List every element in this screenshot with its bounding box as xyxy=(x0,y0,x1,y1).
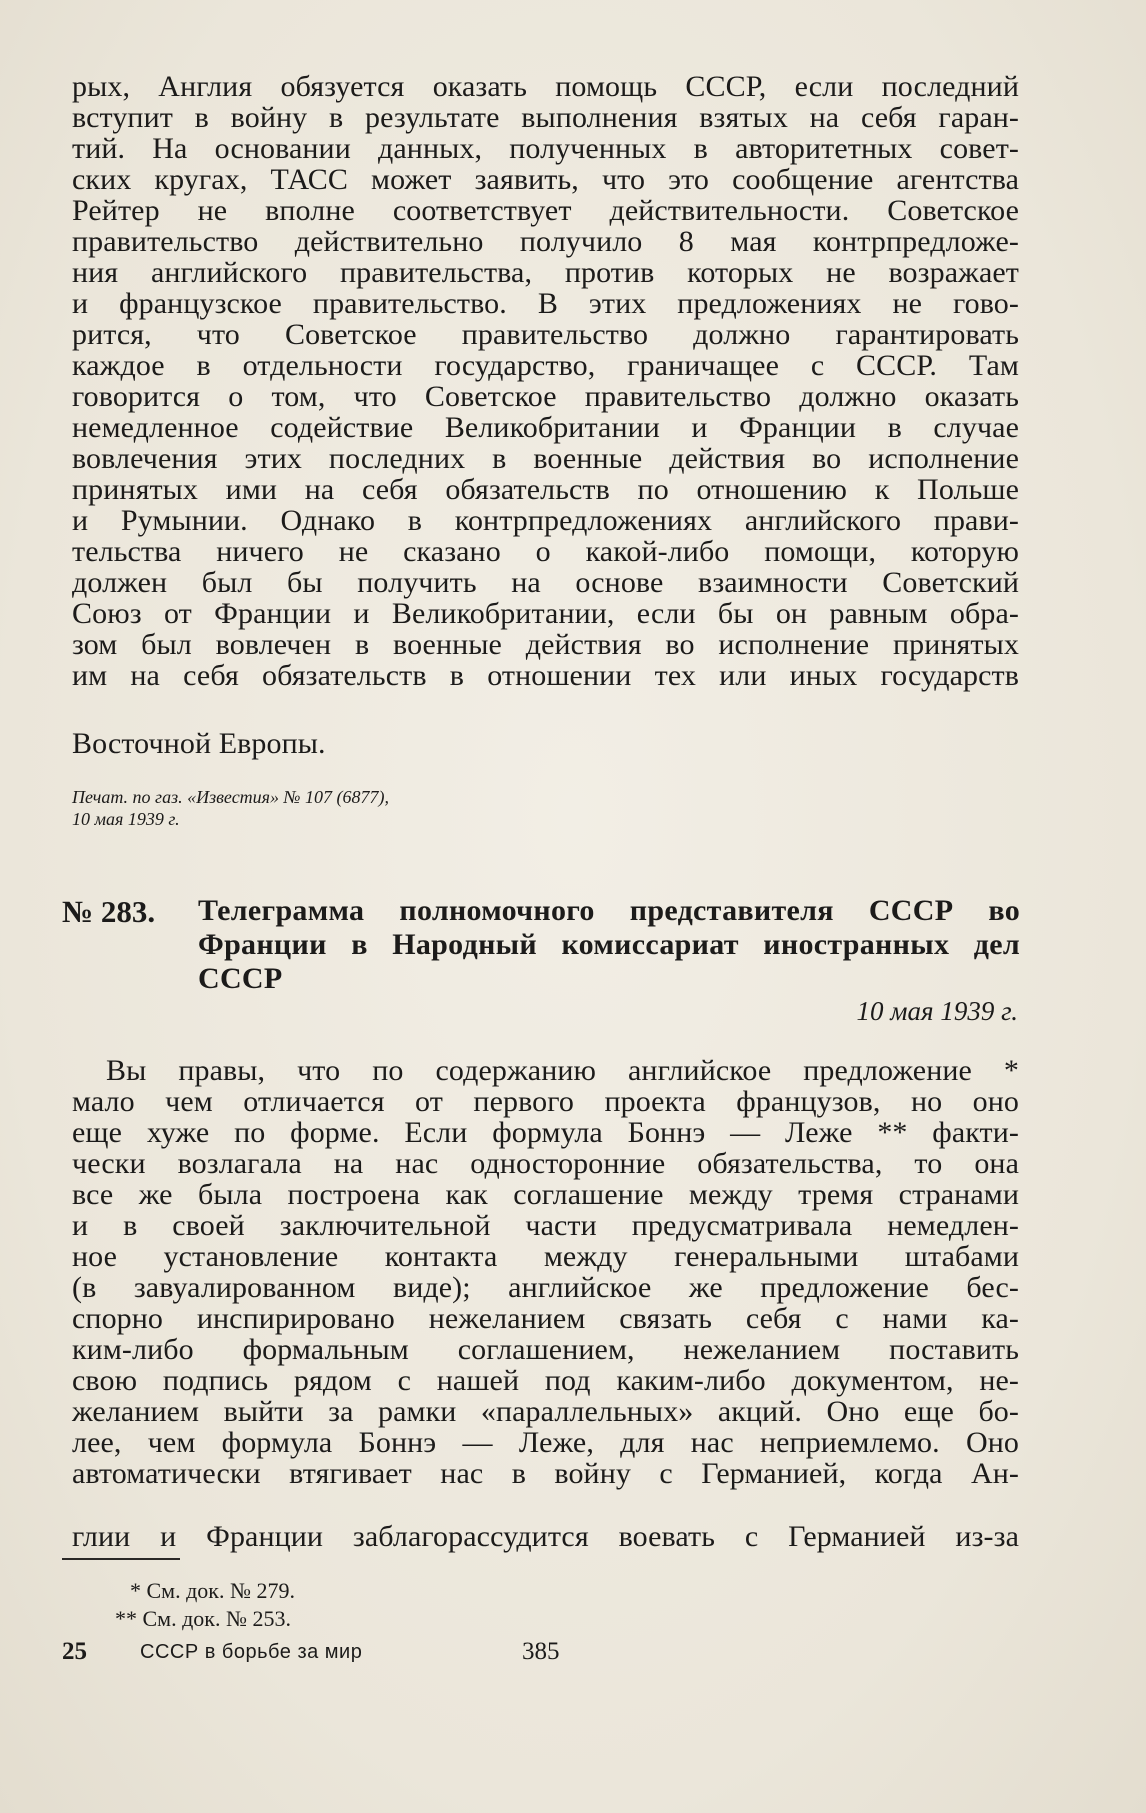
document-line: глии и Франции заблагорассудится воевать с Германией из-за xyxy=(72,1520,1019,1553)
document-line: спорно инспирировано нежеланием связать себя с нами ка- xyxy=(72,1302,1019,1335)
body-line: должен был бы получить на основе взаимности Советский xyxy=(72,566,1019,599)
body-line: ских кругах, ТАСС может заявить, что это сообщение агентства xyxy=(72,163,1019,196)
document-line: и в своей заключительной части предусматривала немедлен- xyxy=(72,1209,1019,1242)
body-line: Восточной Европы. xyxy=(72,727,326,760)
document-line: желанием выйти за рамки «параллельных» акций. Оно еще бо- xyxy=(72,1395,1019,1428)
document-line: все же была построена как соглашение между тремя странами xyxy=(72,1178,1019,1211)
footnote: ** См. док. № 253. xyxy=(115,1606,291,1631)
body-line: зом был вовлечен в военные действия во исполнение принятых xyxy=(72,628,1019,661)
body-line: принятых ими на себя обязательств по отношению к Польше xyxy=(72,473,1019,506)
document-line: ное установление контакта между генеральными штабами xyxy=(72,1240,1019,1273)
page-number: 385 xyxy=(522,1638,560,1665)
body-line: Рейтер не вполне соответствует действительности. Советское xyxy=(72,194,1019,227)
signature-title: СССР в борьбе за мир xyxy=(140,1641,363,1663)
body-line: Союз от Франции и Великобритании, если бы он равным обра- xyxy=(72,597,1019,630)
body-line: каждое в отдельности государство, граничащее с СССР. Там xyxy=(72,349,1019,382)
document-date: 10 мая 1939 г. xyxy=(856,996,1018,1026)
source-citation: 10 мая 1939 г. xyxy=(72,809,180,829)
body-line: вступит в войну в результате выполнения взятых на себя гаран- xyxy=(72,101,1019,134)
signature-number: 25 xyxy=(62,1638,87,1665)
document-title-line: СССР xyxy=(198,962,283,995)
body-line: им на себя обязательств в отношении тех или иных государств xyxy=(72,659,1019,692)
document-line: автоматически втягивает нас в войну с Германией, когда Ан- xyxy=(72,1457,1019,1490)
body-line: немедленное содействие Великобритании и Франции в случае xyxy=(72,411,1019,444)
body-line: и Румынии. Однако в контрпредложениях английского прави- xyxy=(72,504,1019,537)
document-line: ким-либо формальным соглашением, нежеланием поставить xyxy=(72,1333,1019,1366)
body-line: рых, Англия обязуется оказать помощь СССР, если последний xyxy=(72,70,1019,103)
document-line: чески возлагала на нас односторонние обязательства, то она xyxy=(72,1147,1019,1180)
document-line: свою подпись рядом с нашей под каким-либо документом, не- xyxy=(72,1364,1019,1397)
document-line: лее, чем формула Боннэ — Леже, для нас неприемлемо. Оно xyxy=(72,1426,1019,1459)
body-line: вовлечения этих последних в военные действия во исполнение xyxy=(72,442,1019,475)
body-line: тельства ничего не сказано о какой-либо помощи, которую xyxy=(72,535,1019,568)
body-line: правительство действительно получило 8 мая контрпредложе- xyxy=(72,225,1019,258)
body-line: тий. На основании данных, полученных в авторитетных совет- xyxy=(72,132,1019,165)
document-line: мало чем отличается от первого проекта французов, но оно xyxy=(72,1085,1019,1118)
document-line: (в завуалированном виде); английское же предложение бес- xyxy=(72,1271,1019,1304)
document-line: Вы правы, что по содержанию английское предложение * xyxy=(106,1054,1019,1087)
document-title-line: Франции в Народный комиссариат иностранных дел xyxy=(198,928,1020,961)
body-line: говорится о том, что Советское правительство должно оказать xyxy=(72,380,1019,413)
document-line: еще хуже по форме. Если формула Боннэ — Леже ** факти- xyxy=(72,1116,1019,1149)
footnote: * См. док. № 279. xyxy=(130,1578,295,1603)
body-line: ния английского правительства, против которых не возражает xyxy=(72,256,1019,289)
body-line: и французское правительство. В этих предложениях не гово- xyxy=(72,287,1019,320)
document-number: № 283. xyxy=(62,894,156,929)
document-title-line: Телеграмма полномочного представителя СССР во xyxy=(198,894,1020,927)
source-citation: Печат. по газ. «Известия» № 107 (6877), xyxy=(72,787,390,807)
footnote-divider xyxy=(62,1558,180,1560)
body-line: рится, что Советское правительство должно гарантировать xyxy=(72,318,1019,351)
